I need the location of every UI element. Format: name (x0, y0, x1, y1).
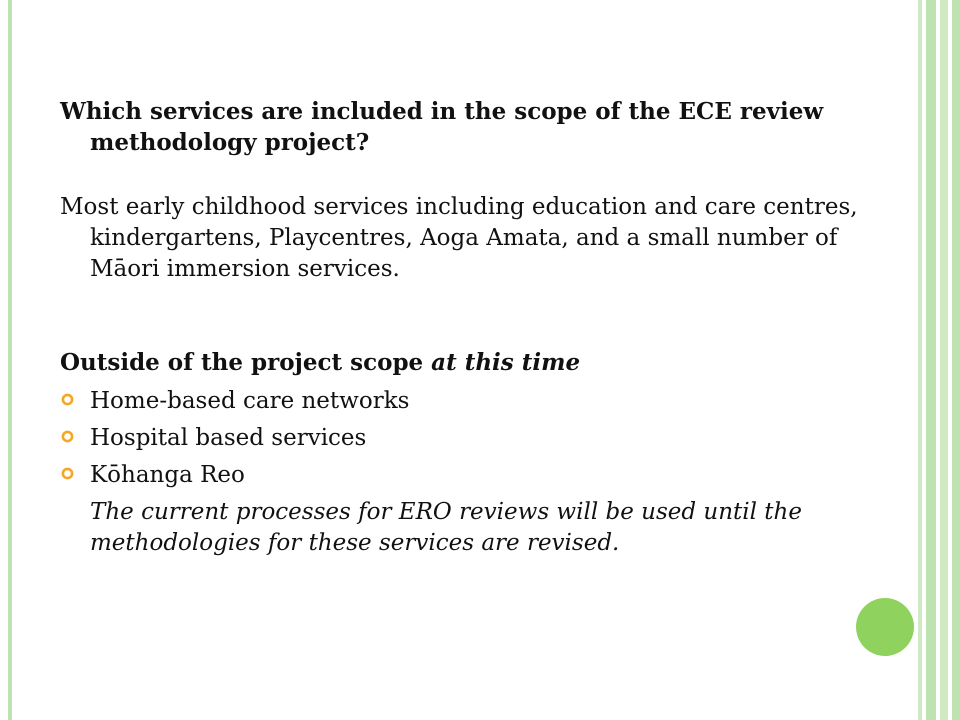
answer-text: Most early childhood services including education and care centres, kindergartens, Playcentres, Aoga Amata, and a small number of Māori immersion services. (60, 194, 858, 282)
list-item-label: Home-based care networks (90, 388, 410, 414)
list-item (60, 423, 910, 460)
list-item (60, 460, 910, 497)
rail-stripe (918, 0, 922, 720)
circle-bullet-icon (61, 430, 74, 443)
right-rail-decoration (918, 0, 960, 720)
left-border-decoration (8, 0, 12, 720)
scope-heading-text: Outside of the project scope (60, 349, 432, 376)
list-item-label: Kōhanga Reo (90, 462, 245, 488)
list-item (60, 386, 910, 423)
circle-bullet-icon (61, 467, 74, 480)
rail-stripe (926, 0, 936, 720)
scope-heading (60, 347, 910, 378)
circle-bullet-icon (61, 393, 74, 406)
rail-stripe (940, 0, 948, 720)
list-item-label: Hospital based services (90, 425, 367, 451)
scope-heading-emphasis: at this time (431, 349, 581, 376)
slide-content (60, 96, 910, 559)
question-text: Which services are included in the scope of the ECE review methodology project? (60, 98, 824, 156)
excluded-services-list (60, 386, 910, 497)
note-text: The current processes for ERO reviews will be used until the methodologies for these services are revised. (90, 499, 802, 556)
rail-stripe (952, 0, 960, 720)
green-dot-icon (856, 598, 914, 656)
